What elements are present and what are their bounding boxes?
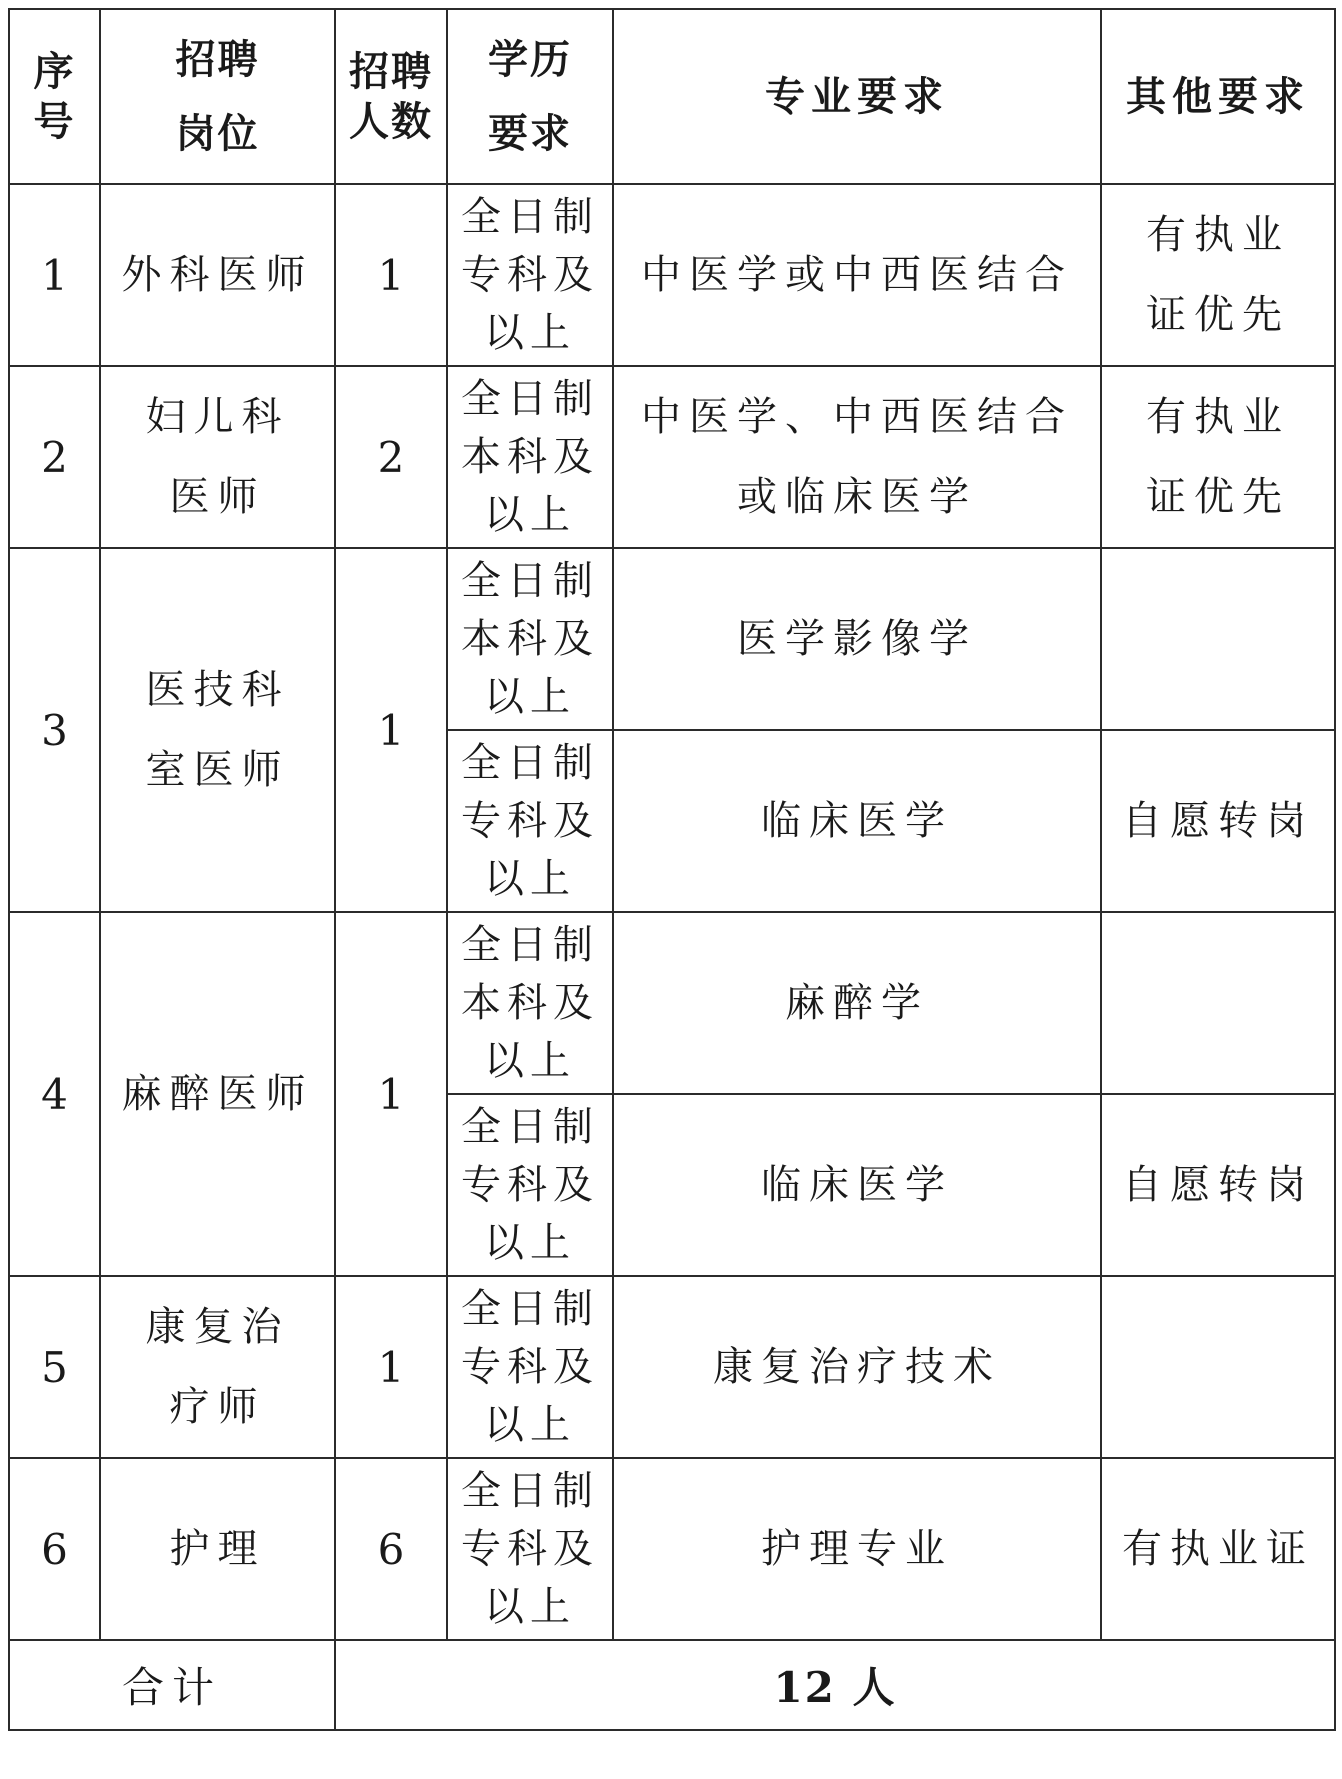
row-seq: 3 — [9, 548, 100, 912]
row-position: 护理 — [100, 1458, 335, 1640]
row-other: 自愿转岗 — [1101, 1094, 1335, 1276]
edu-line: 专科及 — [461, 1162, 599, 1208]
row-other — [1101, 912, 1335, 1094]
edu-line: 以上 — [484, 856, 576, 902]
table-row — [9, 912, 1335, 1094]
edu-line: 全日制 — [461, 558, 599, 604]
table-row — [9, 1276, 1335, 1458]
row-education — [447, 548, 613, 730]
edu-line: 全日制 — [461, 194, 599, 240]
edu-line: 全日制 — [461, 1468, 599, 1514]
row-education — [447, 1458, 613, 1640]
row-count: 6 — [335, 1458, 447, 1640]
row-major: 中医学或中西医结合 — [613, 184, 1101, 366]
row-major: 临床医学 — [613, 730, 1101, 912]
row-education — [447, 366, 613, 548]
row-major: 中医学、中西医结合或临床医学 — [613, 366, 1101, 548]
edu-line: 以上 — [484, 310, 576, 356]
header-education: 学历要求 — [447, 9, 613, 184]
row-position: 外科医师 — [100, 184, 335, 366]
edu-line: 本科及 — [461, 980, 599, 1026]
row-education — [447, 730, 613, 912]
row-education — [447, 184, 613, 366]
header-seq: 序号 — [9, 9, 100, 184]
table-row — [9, 184, 1335, 366]
row-education — [447, 1276, 613, 1458]
edu-line: 以上 — [484, 1584, 576, 1630]
row-other: 有执业证优先 — [1101, 366, 1335, 548]
row-position: 麻醉医师 — [100, 912, 335, 1276]
row-major: 麻醉学 — [613, 912, 1101, 1094]
edu-line: 全日制 — [461, 376, 599, 422]
edu-line: 专科及 — [461, 1344, 599, 1390]
row-major: 康复治疗技术 — [613, 1276, 1101, 1458]
header-major: 专业要求 — [613, 9, 1101, 184]
total-value: 12 人 — [335, 1640, 1335, 1730]
header-other: 其他要求 — [1101, 9, 1335, 184]
row-other — [1101, 548, 1335, 730]
row-seq: 1 — [9, 184, 100, 366]
edu-line: 以上 — [484, 492, 576, 538]
row-other: 有执业证 — [1101, 1458, 1335, 1640]
edu-line: 以上 — [484, 1220, 576, 1266]
row-count: 1 — [335, 912, 447, 1276]
row-seq: 5 — [9, 1276, 100, 1458]
row-seq: 2 — [9, 366, 100, 548]
edu-line: 以上 — [484, 1402, 576, 1448]
edu-line: 专科及 — [461, 1526, 599, 1572]
edu-line: 专科及 — [461, 252, 599, 298]
edu-line: 全日制 — [461, 740, 599, 786]
edu-line: 全日制 — [461, 922, 599, 968]
row-education — [447, 912, 613, 1094]
edu-line: 全日制 — [461, 1286, 599, 1332]
table-row — [9, 548, 1335, 730]
row-seq: 6 — [9, 1458, 100, 1640]
header-count: 招聘人数 — [335, 9, 447, 184]
row-other — [1101, 1276, 1335, 1458]
row-other: 有执业证优先 — [1101, 184, 1335, 366]
row-count: 1 — [335, 1276, 447, 1458]
row-major: 护理专业 — [613, 1458, 1101, 1640]
row-major: 临床医学 — [613, 1094, 1101, 1276]
table-row — [9, 366, 1335, 548]
row-education — [447, 1094, 613, 1276]
row-major: 医学影像学 — [613, 548, 1101, 730]
total-row — [9, 1640, 1335, 1730]
table-header-row — [9, 9, 1335, 184]
row-count: 2 — [335, 366, 447, 548]
recruitment-table-container — [8, 8, 1336, 1731]
edu-line: 全日制 — [461, 1104, 599, 1150]
edu-line: 以上 — [484, 674, 576, 720]
row-count: 1 — [335, 548, 447, 912]
edu-line: 本科及 — [461, 616, 599, 662]
row-seq: 4 — [9, 912, 100, 1276]
header-position: 招聘岗位 — [100, 9, 335, 184]
edu-line: 本科及 — [461, 434, 599, 480]
total-label: 合计 — [9, 1640, 335, 1730]
row-position: 医技科室医师 — [100, 548, 335, 912]
edu-line: 专科及 — [461, 798, 599, 844]
row-position: 妇儿科医师 — [100, 366, 335, 548]
edu-line: 以上 — [484, 1038, 576, 1084]
table-row — [9, 1458, 1335, 1640]
row-count: 1 — [335, 184, 447, 366]
row-other: 自愿转岗 — [1101, 730, 1335, 912]
recruitment-table — [8, 8, 1336, 1731]
row-position: 康复治疗师 — [100, 1276, 335, 1458]
